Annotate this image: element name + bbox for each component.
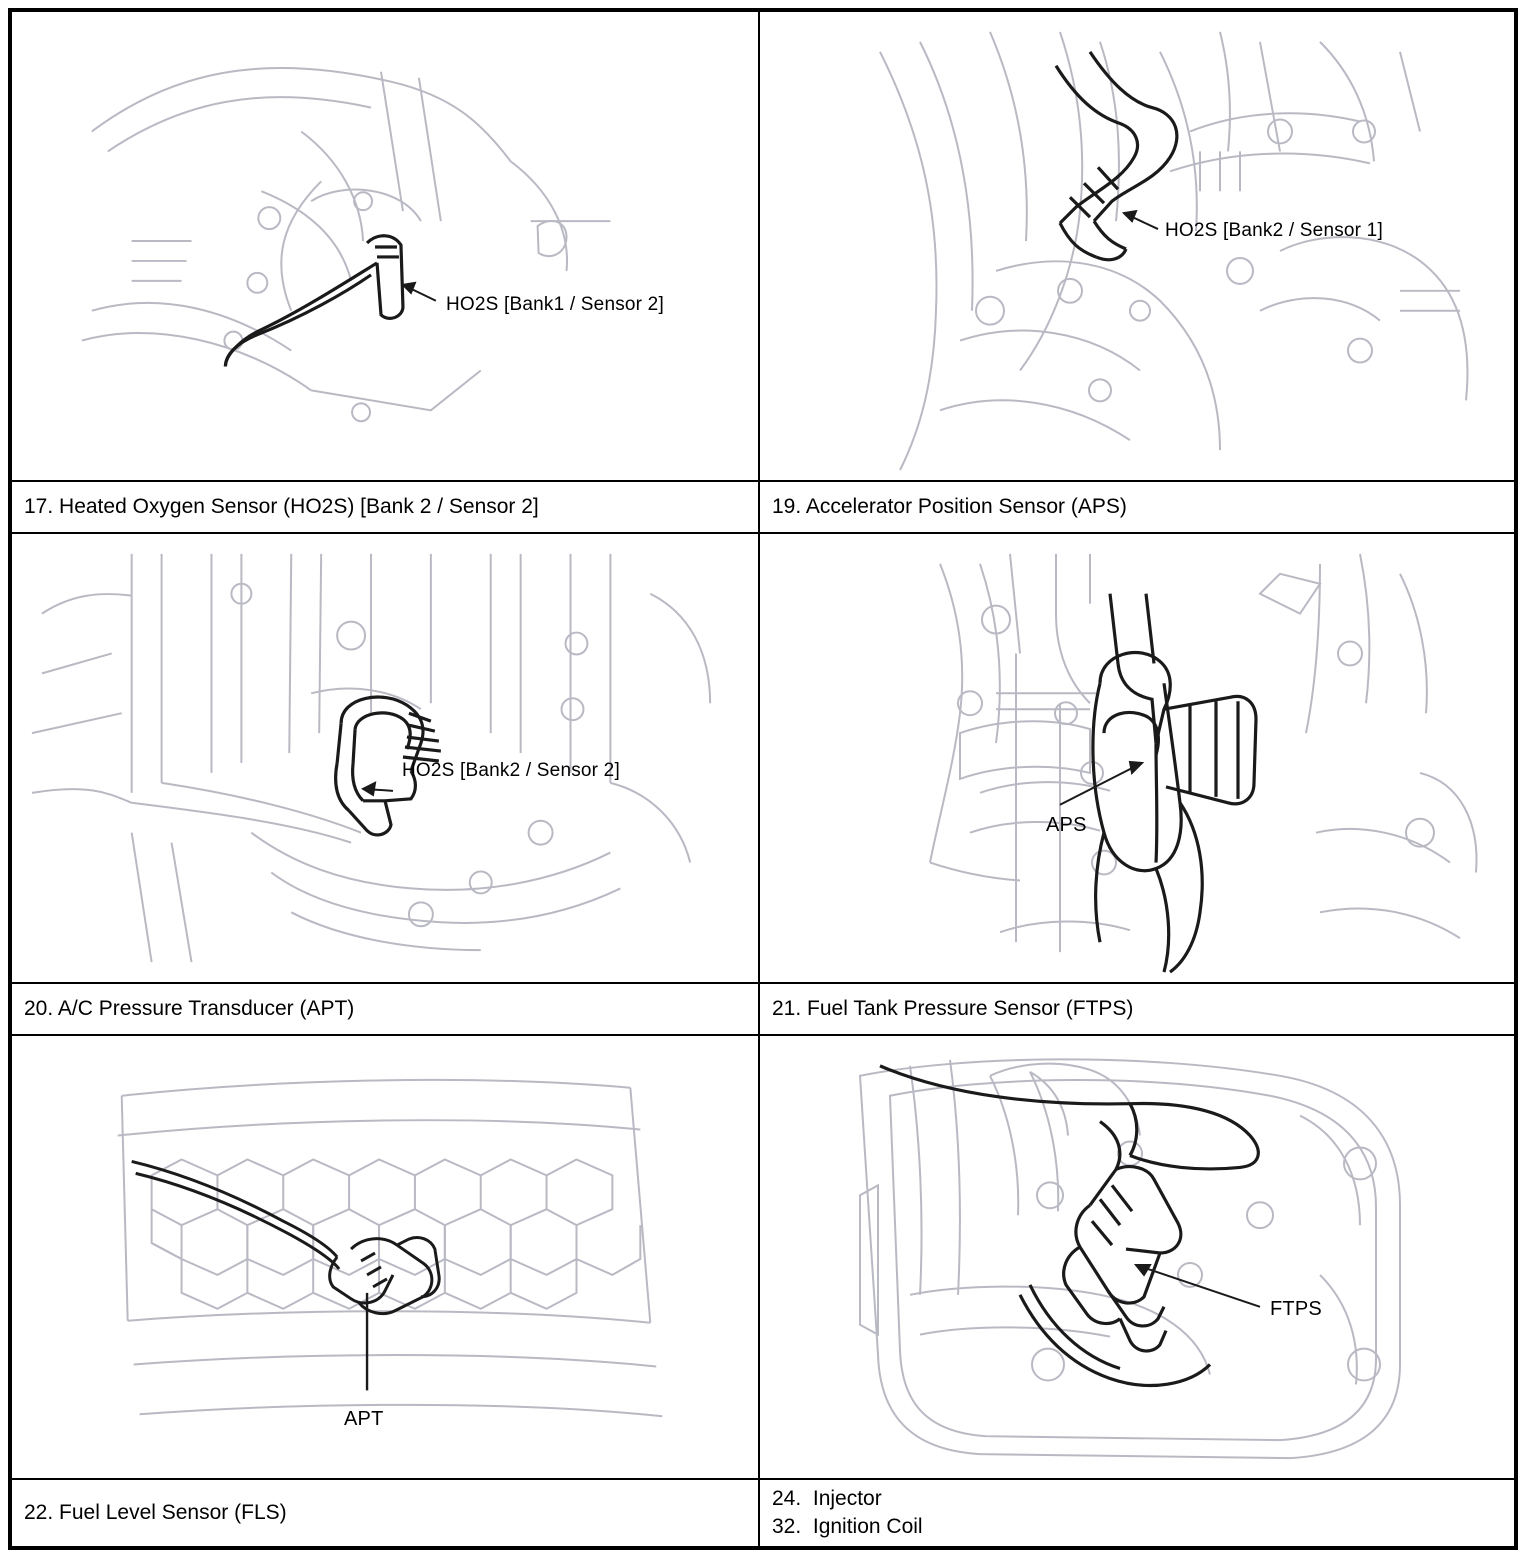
caption-cell-20 xyxy=(12,984,760,1036)
callout-label-ho2s-bank1-sensor2: HO2S [Bank1 / Sensor 2] xyxy=(446,294,664,315)
figure-cell-apt xyxy=(12,1036,760,1480)
component-location-table xyxy=(12,12,1514,1546)
caption-cell-24-32 xyxy=(760,1480,1514,1546)
figure-cell-aps xyxy=(760,534,1514,984)
figure-image-3 xyxy=(12,534,758,982)
caption-line: 32. Ignition Coil xyxy=(772,1515,923,1538)
figure-image-2 xyxy=(760,12,1514,480)
callout-label-aps: APS xyxy=(1046,814,1087,836)
callout-label-ho2s-bank2-sensor2: HO2S [Bank2 / Sensor 2] xyxy=(402,760,620,781)
line-drawing-2 xyxy=(760,12,1514,480)
figure-image-5 xyxy=(12,1036,758,1478)
figure-cell-ho2s-bank2-sensor2 xyxy=(12,534,760,984)
line-drawing-5 xyxy=(12,1036,758,1478)
line-drawing-1 xyxy=(12,12,758,480)
caption-line: 19. Accelerator Position Sensor (APS) xyxy=(772,494,1127,518)
callout-label-ftps: FTPS xyxy=(1270,1298,1322,1320)
caption-line: 20. A/C Pressure Transducer (APT) xyxy=(24,996,355,1020)
caption-cell-17 xyxy=(12,482,760,534)
caption-line: 21. Fuel Tank Pressure Sensor (FTPS) xyxy=(772,996,1134,1020)
line-drawing-4 xyxy=(760,534,1514,982)
caption-cell-19 xyxy=(760,482,1514,534)
figure-image-4 xyxy=(760,534,1514,982)
figure-cell-ho2s-bank2-sensor1 xyxy=(760,12,1514,482)
caption-line: 24. Injector xyxy=(772,1486,882,1510)
figure-image-1 xyxy=(12,12,758,480)
caption-line: 17. Heated Oxygen Sensor (HO2S) [Bank 2 / Sensor 2] xyxy=(24,494,539,518)
figure-cell-ftps xyxy=(760,1036,1514,1480)
caption-line: 22. Fuel Level Sensor (FLS) xyxy=(24,1500,287,1524)
callout-label-ho2s-bank2-sensor1: HO2S [Bank2 / Sensor 1] xyxy=(1165,220,1383,241)
figure-image-6 xyxy=(760,1036,1514,1478)
caption-cell-21 xyxy=(760,984,1514,1036)
callout-label-apt: APT xyxy=(344,1408,384,1430)
figure-cell-ho2s-bank1-sensor2 xyxy=(12,12,760,482)
line-drawing-3 xyxy=(12,534,758,982)
caption-cell-22 xyxy=(12,1480,760,1546)
line-drawing-6 xyxy=(760,1036,1514,1478)
